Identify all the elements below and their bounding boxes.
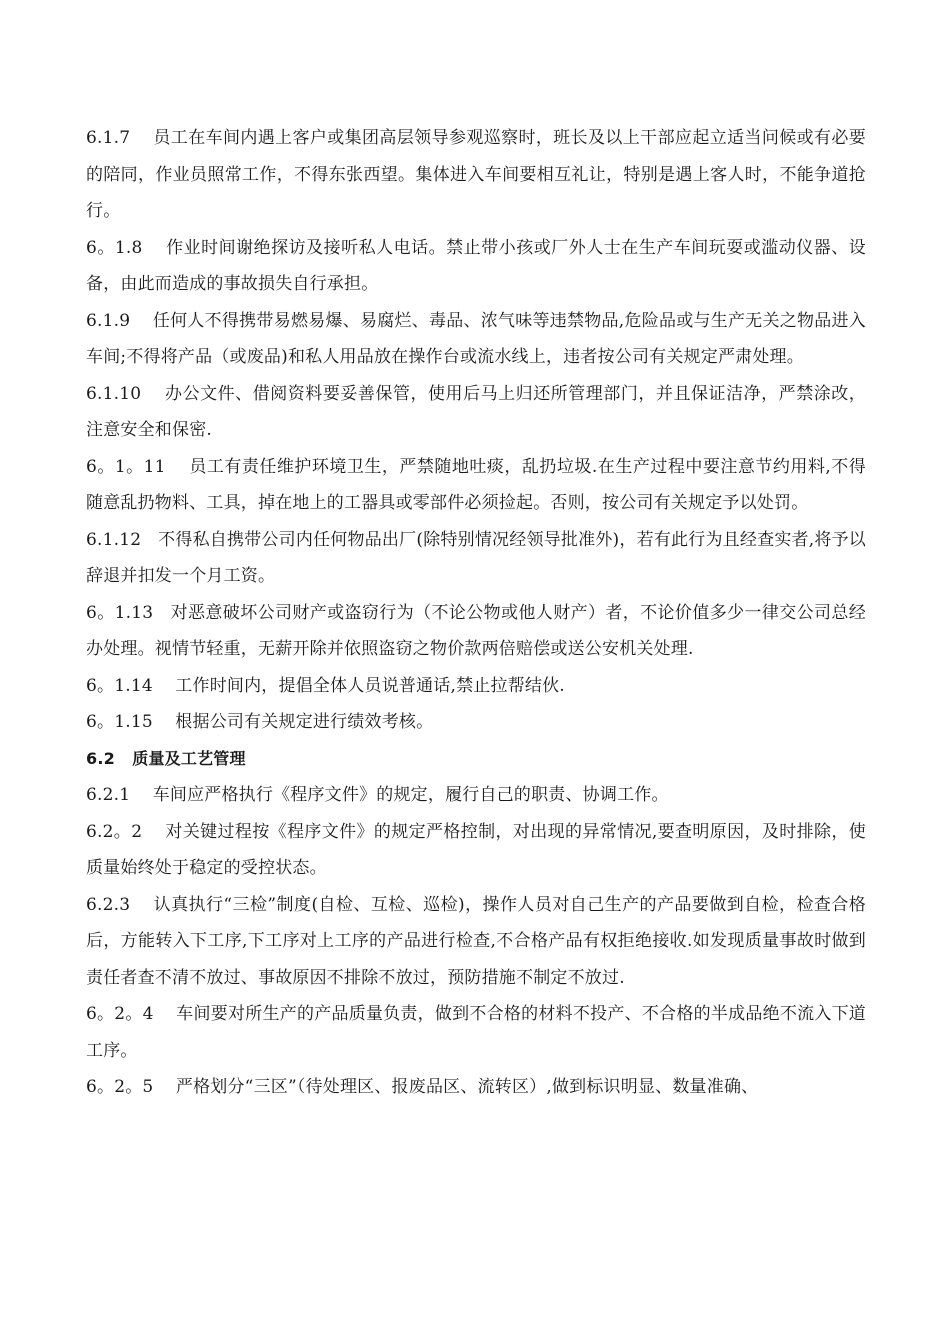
paragraph-6-1-14 bbox=[86, 668, 866, 705]
paragraph-number: 6。1.14 bbox=[86, 675, 153, 696]
paragraph-text: 员工有责任维护环境卫生，严禁随地吐痰，乱扔垃圾.在生产过程中要注意节约用料,不得随意乱扔物料、工具，掉在地上的工器具或零部件必须捡起。否则，按公司有关规定予以处罚。 bbox=[86, 456, 866, 513]
paragraph-6-1-12 bbox=[86, 522, 866, 595]
paragraph-number: 6.2.3 bbox=[86, 894, 131, 915]
section-number: 6.2 bbox=[86, 748, 115, 768]
paragraph-number: 6.2.1 bbox=[86, 785, 131, 805]
section-heading bbox=[86, 741, 866, 778]
paragraph-6-1-11 bbox=[86, 449, 866, 522]
paragraph-text: 根据公司有关规定进行绩效考核。 bbox=[175, 712, 434, 732]
paragraph-6-2-1 bbox=[86, 777, 866, 814]
paragraph-6-1-8 bbox=[86, 230, 866, 303]
paragraph-number: 6.2。2 bbox=[86, 821, 143, 842]
paragraph-text: 工作时间内，提倡全体人员说普通话,禁止拉帮结伙. bbox=[175, 675, 565, 696]
paragraph-number: 6.1.7 bbox=[86, 128, 131, 148]
paragraph-text: 对关键过程按《程序文件》的规定严格控制，对出现的异常情况,要查明原因，及时排除，使质量始终处于稳定的受控状态。 bbox=[86, 821, 866, 878]
paragraph-6-2-2 bbox=[86, 814, 866, 887]
paragraph-text: 员工在车间内遇上客户或集团高层领导参观巡察时，班长及以上干部应起立适当问候或有必要的陪同，作业员照常工作，不得东张西望。集体进入车间要相互礼让，特别是遇上客人时，不能争道抢行。 bbox=[86, 128, 866, 221]
paragraph-6-1-13 bbox=[86, 595, 866, 668]
paragraph-6-1-10 bbox=[86, 376, 866, 449]
paragraph-6-2-5 bbox=[86, 1069, 866, 1106]
paragraph-text: 不得私自携带公司内任何物品出厂(除特别情况经领导批准外)，若有此行为且经查实者,将予以辞退并扣发一个月工资。 bbox=[86, 529, 866, 586]
paragraph-6-2-3 bbox=[86, 887, 866, 997]
paragraph-text: 对恶意破坏公司财产或盗窃行为（不论公物或他人财产）者，不论价值多少一律交公司总经办处理。视情节轻重，无薪开除并依照盗窃之物价款两倍赔偿或送公安机关处理. bbox=[86, 602, 867, 659]
paragraph-number: 6。2。5 bbox=[86, 1077, 154, 1097]
paragraph-number: 6。1.13 bbox=[86, 602, 154, 623]
document-body bbox=[86, 120, 866, 1106]
paragraph-number: 6。1.15 bbox=[86, 712, 153, 732]
paragraph-number: 6。2。4 bbox=[86, 1004, 154, 1024]
paragraph-number: 6。1.8 bbox=[86, 237, 143, 258]
section-title: 质量及工艺管理 bbox=[132, 748, 246, 768]
paragraph-number: 6.1.9 bbox=[86, 310, 131, 331]
paragraph-number: 6.1.10 bbox=[86, 383, 142, 404]
paragraph-6-1-15 bbox=[86, 704, 866, 741]
paragraph-text: 认真执行“三检”制度(自检、互检、巡检)，操作人员对自己生产的产品要做到自检，检查合格后，方能转入下工序,下工序对上工序的产品进行检查,不合格产品有权拒绝接收.如发现质量事故时做到责任者查不清不放过、事故原因不排除不放过，预防措施不制定不放过. bbox=[86, 894, 867, 988]
paragraph-number: 6。1。11 bbox=[86, 456, 166, 477]
paragraph-text: 任何人不得携带易燃易爆、易腐烂、毒品、浓气味等违禁物品,危险品或与生产无关之物品进入车间;不得将产品（或废品)和私人用品放在操作台或流水线上，违者按公司有关规定严肃处理。 bbox=[86, 310, 866, 367]
paragraph-6-1-9 bbox=[86, 303, 866, 376]
paragraph-text: 严格划分“三区”（待处理区、报废品区、流转区）,做到标识明显、数量准确、 bbox=[175, 1077, 759, 1097]
paragraph-text: 作业时间谢绝探访及接听私人电话。禁止带小孩或厂外人士在生产车间玩耍或滥动仪器、设备，由此而造成的事故损失自行承担。 bbox=[86, 237, 866, 294]
paragraph-6-2-4 bbox=[86, 996, 866, 1069]
paragraph-number: 6.1.12 bbox=[86, 529, 142, 550]
paragraph-text: 办公文件、借阅资料要妥善保管，使用后马上归还所管理部门，并且保证洁净，严禁涂改，注意安全和保密. bbox=[86, 383, 866, 440]
paragraph-text: 车间应严格执行《程序文件》的规定，履行自己的职责、协调工作。 bbox=[152, 785, 669, 805]
paragraph-text: 车间要对所生产的产品质量负责，做到不合格的材料不投产、不合格的半成品绝不流入下道工序。 bbox=[86, 1004, 867, 1061]
paragraph-6-1-7 bbox=[86, 120, 866, 230]
